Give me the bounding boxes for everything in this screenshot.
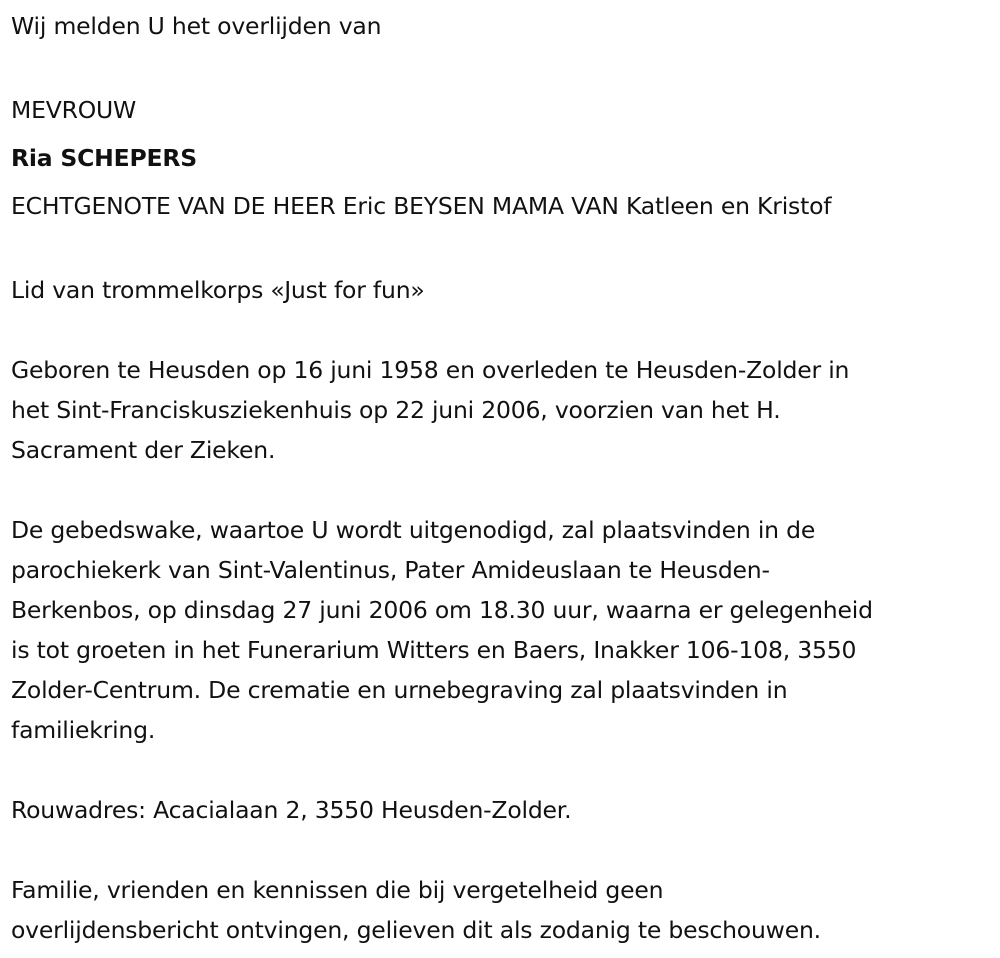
- paragraph-line: overlijdensbericht ontvingen, gelieven dit als zodanig te beschouwen.: [11, 916, 821, 944]
- spacer: [11, 46, 873, 86]
- paragraph-line: Zolder-Centrum. De crematie en urnebegraving zal plaatsvinden in: [11, 676, 788, 704]
- spacer: [11, 750, 873, 790]
- intro-text: Wij melden U het overlijden van: [11, 12, 382, 40]
- spacer: [11, 470, 873, 510]
- deceased-name: Ria SCHEPERS: [11, 144, 197, 172]
- address-text: Rouwadres: Acacialaan 2, 3550 Heusden-Zolder.: [11, 796, 572, 824]
- paragraph-line: het Sint-Franciskusziekenhuis op 22 juni 2006, voorzien van het H.: [11, 396, 781, 424]
- title-text: MEVROUW: [11, 96, 137, 124]
- paragraph-line: De gebedswake, waartoe U wordt uitgenodigd, zal plaatsvinden in de: [11, 516, 816, 544]
- paragraph-line: parochiekerk van Sint-Valentinus, Pater Amideuslaan te Heusden-: [11, 556, 770, 584]
- death-notice: [11, 6, 873, 950]
- relations-text: ECHTGENOTE VAN DE HEER Eric BEYSEN MAMA VAN Katleen en Kristof: [11, 192, 832, 220]
- paragraph-line: familiekring.: [11, 716, 156, 744]
- membership-text: Lid van trommelkorps «Just for fun»: [11, 276, 425, 304]
- birth-death-paragraph: [11, 350, 873, 470]
- paragraph-line: Geboren te Heusden op 16 juni 1958 en overleden te Heusden-Zolder in: [11, 356, 850, 384]
- paragraph-line: is tot groeten in het Funerarium Witters en Baers, Inakker 106-108, 3550: [11, 636, 857, 664]
- spacer: [11, 830, 873, 870]
- paragraph-line: Familie, vrienden en kennissen die bij vergetelheid geen: [11, 876, 664, 904]
- spacer: [11, 230, 873, 270]
- paragraph-line: Berkenbos, op dinsdag 27 juni 2006 om 18.30 uur, waarna er gelegenheid: [11, 596, 873, 624]
- ceremony-paragraph: [11, 510, 873, 750]
- spacer: [11, 310, 873, 350]
- closing-paragraph: [11, 870, 873, 950]
- paragraph-line: Sacrament der Zieken.: [11, 436, 276, 464]
